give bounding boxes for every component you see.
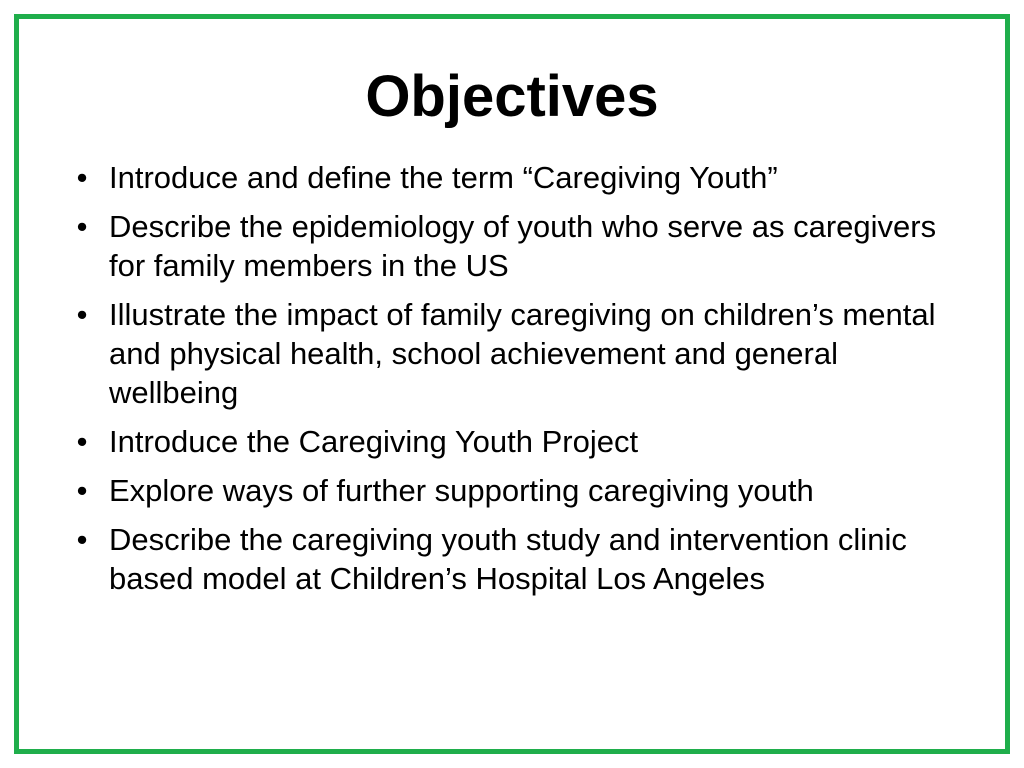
- bullet-text: Describe the epidemiology of youth who serve as caregivers for family members in the US: [109, 209, 937, 283]
- bullet-icon: •: [76, 160, 88, 195]
- bullet-text: Explore ways of further supporting caregiving youth: [109, 473, 814, 508]
- bullet-icon: •: [76, 522, 88, 557]
- bullet-icon: •: [76, 297, 88, 332]
- bullet-item: [70, 422, 940, 461]
- bullet-item: [70, 471, 940, 510]
- bullet-list: [70, 158, 940, 608]
- slide-title: Objectives: [365, 64, 659, 129]
- bullet-item: [70, 207, 940, 285]
- bullet-icon: •: [76, 424, 88, 459]
- bullet-text: Illustrate the impact of family caregiving on children’s mental and physical health, school achievement and general wellbeing: [109, 297, 936, 410]
- bullet-icon: •: [76, 473, 88, 508]
- bullet-item: [70, 295, 940, 412]
- bullet-text: Introduce and define the term “Caregiving Youth”: [109, 160, 778, 195]
- bullet-text: Describe the caregiving youth study and intervention clinic based model at Children’s Hospital Los Angeles: [109, 522, 907, 596]
- bullet-item: [70, 520, 940, 598]
- bullet-text: Introduce the Caregiving Youth Project: [109, 424, 639, 459]
- bullet-icon: •: [76, 209, 88, 244]
- bullet-item: [70, 158, 940, 197]
